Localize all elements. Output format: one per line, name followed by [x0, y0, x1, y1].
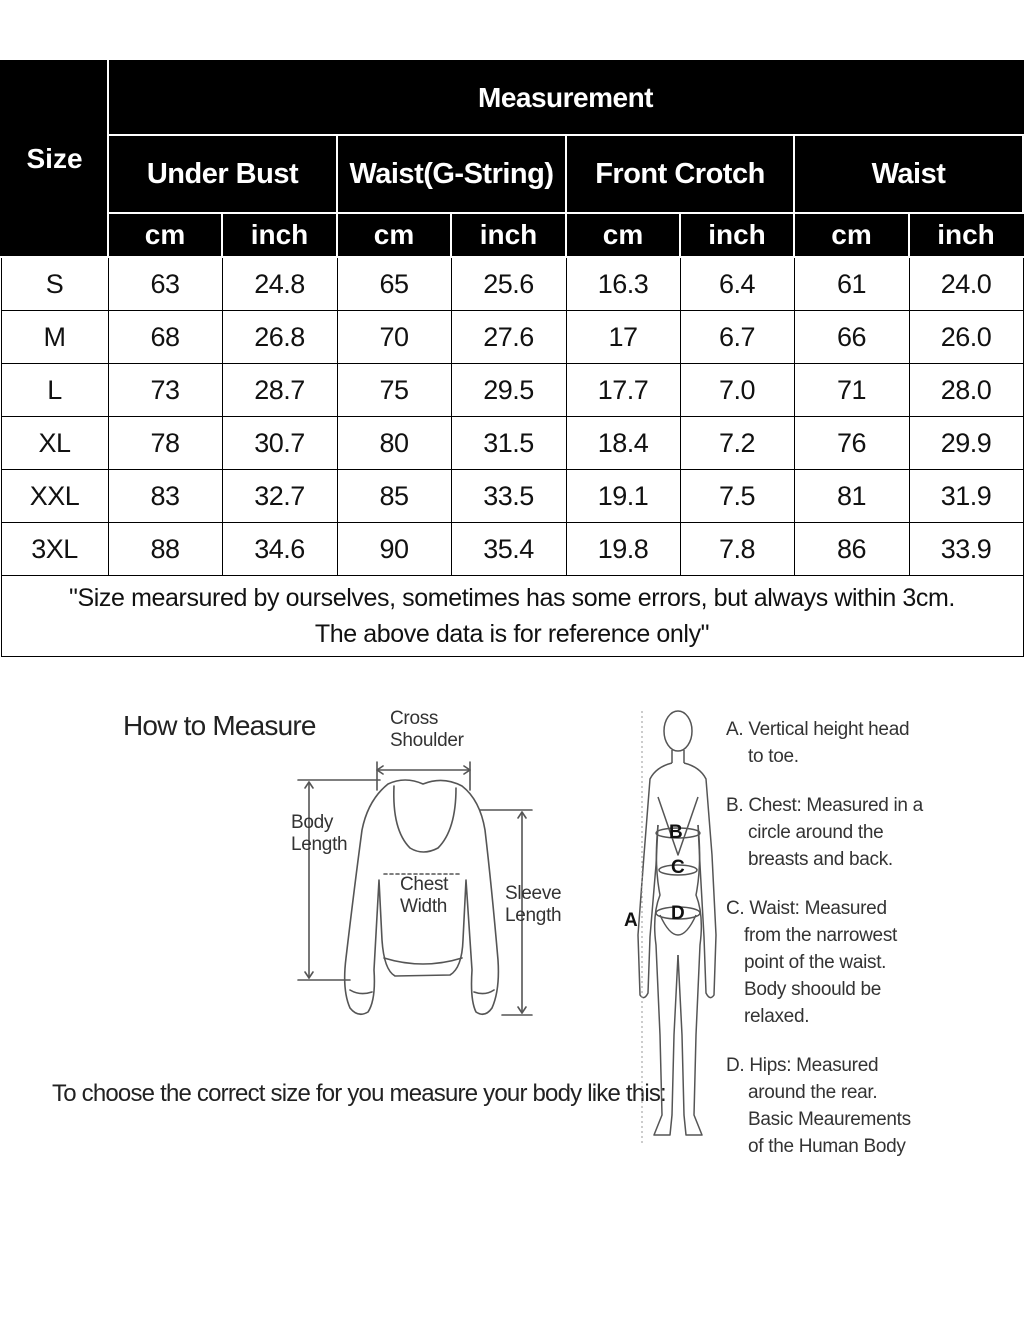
unit-header: cm [794, 213, 909, 257]
value-cell: 32.7 [222, 470, 337, 523]
value-cell: 29.5 [451, 364, 566, 417]
value-cell: 88 [108, 523, 222, 576]
value-cell: 65 [337, 257, 451, 311]
value-cell: 31.9 [909, 470, 1023, 523]
value-cell: 70 [337, 311, 451, 364]
group-header-waist-g-string: Waist(G-String) [337, 135, 566, 213]
step-d: D. Hips: Measured around the rear. Basic Meaurements of the Human Body [726, 1055, 911, 1157]
step-c: C. Waist: Measured from the narrowest point of the waist. Body shoould be relaxed. [726, 898, 897, 1027]
value-cell: 28.7 [222, 364, 337, 417]
note-line: "Size mearsured by ourselves, sometimes has some errors, but always within 3cm. [69, 584, 955, 612]
value-cell: 86 [794, 523, 909, 576]
size-cell: XL [1, 417, 108, 470]
table-row [1, 364, 1023, 417]
value-cell: 19.1 [566, 470, 680, 523]
value-cell: 7.5 [680, 470, 794, 523]
value-cell: 75 [337, 364, 451, 417]
value-cell: 68 [108, 311, 222, 364]
marker-b: B [669, 822, 683, 843]
marker-a: A [624, 910, 638, 931]
group-header-under-bust: Under Bust [108, 135, 337, 213]
body-length-label: Body Length [291, 812, 348, 855]
size-cell: M [1, 311, 108, 364]
value-cell: 16.3 [566, 257, 680, 311]
unit-header: inch [451, 213, 566, 257]
value-cell: 28.0 [909, 364, 1023, 417]
how-to-measure-title: How to Measure [123, 710, 316, 741]
value-cell: 6.4 [680, 257, 794, 311]
table-row [1, 417, 1023, 470]
marker-d: D [671, 903, 685, 924]
table-row [1, 257, 1023, 311]
sleeve-length-label: Sleeve Length [505, 883, 562, 926]
value-cell: 7.0 [680, 364, 794, 417]
table-row [1, 311, 1023, 364]
value-cell: 80 [337, 417, 451, 470]
value-cell: 27.6 [451, 311, 566, 364]
value-cell: 26.0 [909, 311, 1023, 364]
size-cell: S [1, 257, 108, 311]
instruction-text: To choose the correct size for you measure your body like this: [52, 1080, 666, 1107]
group-header-waist: Waist [794, 135, 1023, 213]
size-chart-table [0, 60, 1024, 657]
value-cell: 31.5 [451, 417, 566, 470]
value-cell: 81 [794, 470, 909, 523]
value-cell: 33.5 [451, 470, 566, 523]
value-cell: 85 [337, 470, 451, 523]
human-body-illustration [620, 705, 730, 1165]
value-cell: 35.4 [451, 523, 566, 576]
disclaimer-note [1, 576, 1023, 657]
value-cell: 73 [108, 364, 222, 417]
marker-c: C [671, 857, 685, 878]
value-cell: 18.4 [566, 417, 680, 470]
value-cell: 71 [794, 364, 909, 417]
value-cell: 19.8 [566, 523, 680, 576]
value-cell: 7.2 [680, 417, 794, 470]
value-cell: 90 [337, 523, 451, 576]
value-cell: 76 [794, 417, 909, 470]
note-row [1, 576, 1023, 657]
value-cell: 25.6 [451, 257, 566, 311]
chest-width-label: Chest Width [400, 874, 449, 917]
value-cell: 26.8 [222, 311, 337, 364]
value-cell: 34.6 [222, 523, 337, 576]
value-cell: 24.8 [222, 257, 337, 311]
size-rows [1, 257, 1023, 657]
measurement-steps [726, 716, 946, 1182]
value-cell: 78 [108, 417, 222, 470]
value-cell: 83 [108, 470, 222, 523]
measurement-header: Measurement [108, 61, 1023, 135]
unit-header: inch [222, 213, 337, 257]
value-cell: 33.9 [909, 523, 1023, 576]
step-b: B. Chest: Measured in a circle around the breasts and back. [726, 795, 923, 870]
table-row [1, 470, 1023, 523]
size-cell: L [1, 364, 108, 417]
value-cell: 61 [794, 257, 909, 311]
size-column-header: Size [1, 61, 108, 257]
value-cell: 30.7 [222, 417, 337, 470]
value-cell: 24.0 [909, 257, 1023, 311]
size-cell: XXL [1, 470, 108, 523]
value-cell: 17 [566, 311, 680, 364]
unit-header: cm [108, 213, 222, 257]
unit-header: cm [337, 213, 451, 257]
note-line: The above data is for reference only" [314, 620, 710, 648]
step-a: A. Vertical height head to toe. [726, 719, 910, 767]
value-cell: 6.7 [680, 311, 794, 364]
unit-header: inch [909, 213, 1023, 257]
size-cell: 3XL [1, 523, 108, 576]
garment-diagram [280, 700, 580, 1030]
table-row [1, 523, 1023, 576]
group-header-front-crotch: Front Crotch [566, 135, 794, 213]
value-cell: 63 [108, 257, 222, 311]
value-cell: 66 [794, 311, 909, 364]
cross-shoulder-label: Cross Shoulder [390, 708, 464, 751]
unit-header: inch [680, 213, 794, 257]
value-cell: 7.8 [680, 523, 794, 576]
value-cell: 17.7 [566, 364, 680, 417]
body-figure [620, 705, 730, 1165]
unit-header: cm [566, 213, 680, 257]
value-cell: 29.9 [909, 417, 1023, 470]
